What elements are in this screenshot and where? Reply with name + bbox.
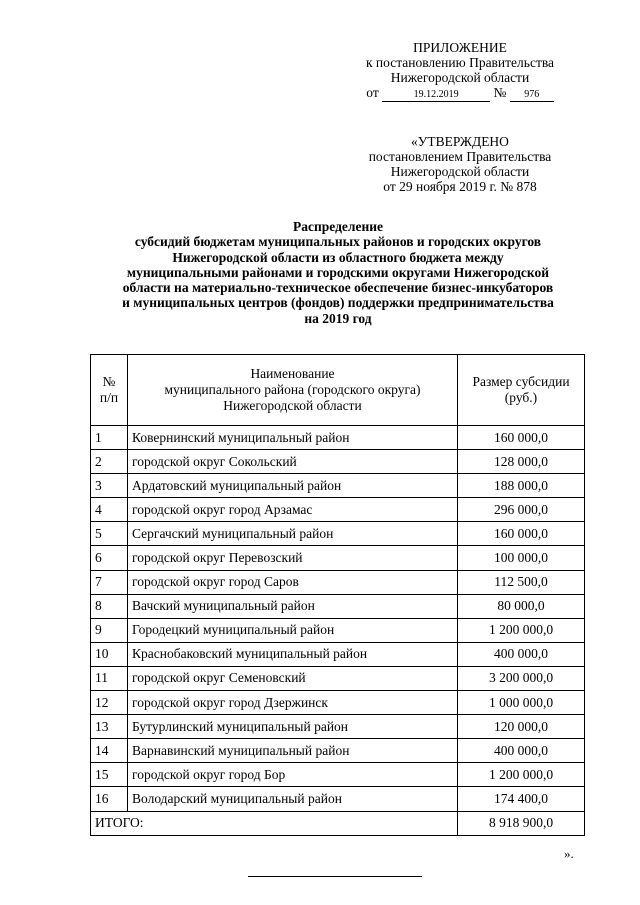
header-number xyxy=(91,355,128,426)
row-number: 6 xyxy=(91,546,128,570)
header-amount xyxy=(458,355,585,426)
table-row xyxy=(91,691,585,715)
row-amount: 1 200 000,0 xyxy=(458,763,585,787)
row-number: 16 xyxy=(91,787,128,811)
row-name: городской округ город Дзержинск xyxy=(128,691,458,715)
subsidy-table xyxy=(90,354,585,836)
row-name: Варнавинский муниципальный район xyxy=(128,739,458,763)
row-amount: 80 000,0 xyxy=(458,594,585,618)
row-name: Бутурлинский муниципальный район xyxy=(128,715,458,739)
row-number: 2 xyxy=(91,450,128,474)
approved-line-1: «УТВЕРЖДЕНО xyxy=(411,134,509,149)
header-name-line-2: муниципального района (городского округа) xyxy=(164,382,421,397)
title-line: субсидий бюджетам муниципальных районов и городских округов xyxy=(134,234,542,250)
row-number: 14 xyxy=(91,739,128,763)
row-name: Вачский муниципальный район xyxy=(128,594,458,618)
title-line: области на материально-техническое обеспечение бизнес-инкубаторов xyxy=(122,280,554,296)
table-row xyxy=(91,715,585,739)
number-label: № xyxy=(493,85,507,100)
row-amount: 3 200 000,0 xyxy=(458,666,585,690)
row-amount: 400 000,0 xyxy=(458,739,585,763)
appendix-line-1: к постановлению Правительства xyxy=(365,55,555,70)
row-number: 5 xyxy=(91,522,128,546)
table-row xyxy=(91,739,585,763)
decree-number: 976 xyxy=(510,89,554,102)
row-name: Ковернинский муниципальный район xyxy=(128,426,458,450)
row-amount: 160 000,0 xyxy=(458,522,585,546)
row-name: Городецкий муниципальный район xyxy=(128,618,458,642)
closing-quote-mark: ». xyxy=(564,846,574,861)
total-row xyxy=(91,811,585,835)
table-row xyxy=(91,546,585,570)
title-line: муниципальными районами и городскими округами Нижегородской xyxy=(126,264,550,280)
table-row xyxy=(91,450,585,474)
from-label: от xyxy=(366,85,379,100)
row-amount: 1 000 000,0 xyxy=(458,691,585,715)
row-name: городской округ Семеновский xyxy=(128,666,458,690)
approved-line-3: Нижегородской области xyxy=(390,164,530,179)
row-name: городской округ Сокольский xyxy=(128,450,458,474)
row-number: 15 xyxy=(91,763,128,787)
header-amount-line-1: Размер субсидии xyxy=(472,374,570,389)
row-name: городской округ город Арзамас xyxy=(128,498,458,522)
header-name-line-1: Наименование xyxy=(250,366,335,381)
row-number: 3 xyxy=(91,474,128,498)
row-amount: 174 400,0 xyxy=(458,787,585,811)
header-number-line-1: № xyxy=(102,374,116,389)
row-amount: 188 000,0 xyxy=(458,474,585,498)
header-name xyxy=(128,355,458,426)
approved-line-2: постановлением Правительства xyxy=(368,149,552,164)
total-label: ИТОГО: xyxy=(91,811,458,835)
title-line: Нижегородской области из областного бюджета между xyxy=(172,249,504,265)
appendix-line-2: Нижегородской области xyxy=(390,70,530,85)
row-name: Сергачский муниципальный район xyxy=(128,522,458,546)
table-row xyxy=(91,642,585,666)
row-name: Володарский муниципальный район xyxy=(128,787,458,811)
row-number: 13 xyxy=(91,715,128,739)
decree-date: 19.12.2019 xyxy=(382,89,490,102)
row-number: 12 xyxy=(91,691,128,715)
title-line: и муниципальных центров (фондов) поддержки предпринимательства xyxy=(122,295,554,311)
table-row xyxy=(91,787,585,811)
approved-block xyxy=(340,134,580,194)
row-name: городской округ город Бор xyxy=(128,763,458,787)
row-number: 9 xyxy=(91,618,128,642)
row-amount: 296 000,0 xyxy=(458,498,585,522)
table-row xyxy=(91,763,585,787)
table-row xyxy=(91,474,585,498)
row-amount: 120 000,0 xyxy=(458,715,585,739)
row-amount: 160 000,0 xyxy=(458,426,585,450)
row-number: 8 xyxy=(91,594,128,618)
title-line: Распределение xyxy=(292,219,384,234)
table-row xyxy=(91,618,585,642)
document-title xyxy=(88,219,588,326)
row-amount: 400 000,0 xyxy=(458,642,585,666)
row-number: 4 xyxy=(91,498,128,522)
header-number-line-2: п/п xyxy=(99,390,119,405)
table-header-row xyxy=(91,355,585,426)
row-amount: 100 000,0 xyxy=(458,546,585,570)
table-row xyxy=(91,426,585,450)
header-name-line-3: Нижегородской области xyxy=(223,398,362,413)
appendix-header xyxy=(340,40,580,102)
row-amount: 128 000,0 xyxy=(458,450,585,474)
row-amount: 1 200 000,0 xyxy=(458,618,585,642)
row-number: 10 xyxy=(91,642,128,666)
table-row xyxy=(91,570,585,594)
row-name: Краснобаковский муниципальный район xyxy=(128,642,458,666)
row-number: 11 xyxy=(91,666,128,690)
appendix-date-line xyxy=(340,85,580,102)
table-row xyxy=(91,666,585,690)
row-amount: 112 500,0 xyxy=(458,570,585,594)
row-number: 1 xyxy=(91,426,128,450)
row-name: городской округ город Саров xyxy=(128,570,458,594)
table-row xyxy=(91,498,585,522)
table-row xyxy=(91,594,585,618)
total-value: 8 918 900,0 xyxy=(458,811,585,835)
row-number: 7 xyxy=(91,570,128,594)
row-name: Ардатовский муниципальный район xyxy=(128,474,458,498)
appendix-title: ПРИЛОЖЕНИЕ xyxy=(413,40,507,55)
title-line: на 2019 год xyxy=(304,310,372,326)
row-name: городской округ Перевозский xyxy=(128,546,458,570)
approved-line-4: от 29 ноября 2019 г. № 878 xyxy=(383,179,537,194)
header-amount-line-2: (руб.) xyxy=(504,390,538,405)
bottom-divider xyxy=(248,876,422,877)
table-row xyxy=(91,522,585,546)
